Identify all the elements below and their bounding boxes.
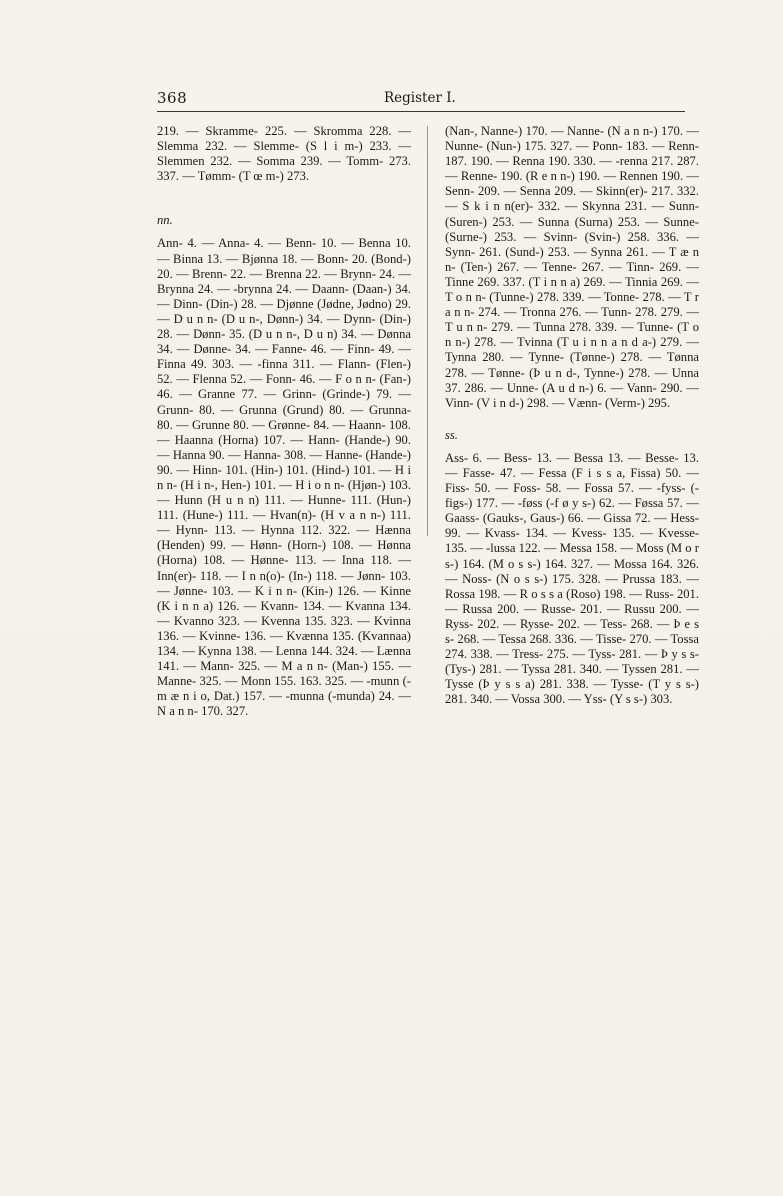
right-column xyxy=(445,124,699,707)
section-heading-nn: nn. xyxy=(157,213,173,228)
left-body-paragraph: Ann- 4. — Anna- 4. — Benn- 10. — Benna 10. — Binna 13. — Bjønna 18. — Bonn- 20. (Bond-) 20. — Brenn- 22. — Brenna 22. — Brynn- 24. — Brynna 24. — -brynna 24. — Daann- (Daan-) 34. — Dinn- (Din-) 28. — Djønne (Jødne, Jødno) 29. — D u n n- (D u n-, Dønn-) 34. — Dynn- (Din-) 28. — Dønn- 35. (D u n n-, D u n) 34. — Dønna 34. — Dønne- 34. — Fanne- 46. — Finn- 49. — Finna 49. 303. — -finna 311. — Flann- (Flen-) 52. — Flenna 52. — Fonn- 46. — F o n n- (Fan-) 46. — Granne 77. — Grinn- (Grinde-) 79. — Grunn- 80. — Grunna (Grund) 80. — Grunna- 80. — Grunne 80. — Grønne- 84. — Haann- 108. — Haanna (Horna) 107. — Hann- (Hande-) 90. — Hanna 90. — Hanna- 308. — Hanne- (Hande-) 90. — Hinn- 101. (Hin-) 101. (Hind-) 101. — H i n n- (H i n-, Hen-) 101. — H i o n n- (Hjøn-) 103. — Hunn (H u n n) 111. — Hunne- 111. (Hun-) 111. (Hune-) 111. — Hvan(n)- (H v a n n-) 111. — Hynn- 113. — Hynna 112. 322. — Hænna (Henden) 99. — Hønn- (Horn-) 108. — Hønna (Horna) 108. — Hønne- 113. — Inna 118. — Inn(er)- 118. — I n n(o)- (In-) 118. — Jønn- 103. — Jønne- 103. — K i n n- (Kin-) 126. — Kinne (K i n n a) 126. — Kvann- 134. — Kvanna 134. — Kvanno 323. — Kvenna 135. 323. — Kvinna 136. — Kvinne- 136. — Kvænna 135. (Kvannaa) 134. — Kynna 138. — Lenna 144. 324. — Lænna 141. — Mann- 325. — M a n n- (Man-) 155. — Manne- 325. — Monn 155. 163. 325. — -munn (-m æ n i o, Dat.) 157. — -munna (-munda) 24. — N a n n- 170. 327. xyxy=(157,236,411,719)
right-intro-paragraph: (Nan-, Nanne-) 170. — Nanne- (N a n n-) 170. — Nunne- (Nun-) 175. 327. — Ponn- 183. — Renn- 187. 190. — Renna 190. 330. — -renna 217. 287. — Renne- 190. (R e n n-) 190. — Rennen 190. — Senn- 209. — Senna 209. — Skinn(er)- 217. 332. — S k i n n(er)- 332. — Skynna 231. — Sunn- (Suren-) 253. — Sunna (Surna) 253. — Sunne- (Surne-) 253. — Svinn- (Svin-) 258. 336. — Synn- 261. (Sund-) 253. — Synna 261. — T æ n n- (Ten-) 267. — Tenne- 267. — Tinn- 269. — Tinne 269. 337. (T i n n a) 269. — Tinnia 269. — T o n n- (Tunne-) 278. 339. — Tonne- 278. — T r a n n- 274. — Tronna 276. — Tunn- 278. 279. — T u n n- 279. — Tunna 278. 339. — Tunne- (T o n n-) 278. — Tvinna (T u i n n a n d a-) 279. — Tynna 280. — Tynne- (Tønne-) 278. — Tønna 278. — Tønne- (Þ u n d-, Tynne-) 278. — Unna 37. 286. — Unne- (A u d n-) 6. — Vann- 290. — Vinn- (V i n d-) 298. — Vænn- (Verm-) 295. xyxy=(445,124,699,410)
left-column xyxy=(157,124,411,719)
page-number: 368 xyxy=(157,89,188,107)
running-title: Register I. xyxy=(384,90,456,106)
section-heading-ss: ss. xyxy=(445,427,458,442)
header-rule xyxy=(157,111,685,112)
page-header xyxy=(157,89,685,111)
right-body-paragraph: Ass- 6. — Bess- 13. — Bessa 13. — Besse- 13. — Fasse- 47. — Fessa (F i s s a, Fissa) 50. — Fiss- 50. — Foss- 58. — Fossa 57. — -fyss- (-figs-) 177. — -føss (-f ø y s-) 62. — Føssa 57. — Gaass- (Gauks-, Gaus-) 66. — Gissa 72. — Hess- 99. — Kvass- 134. — Kvess- 135. — Kvesse- 135. — -lussa 122. — Messa 158. — Moss (M o r s-) 164. (M o s s-) 164. 327. — Mossa 164. 326. — Noss- (N o s s-) 175. 328. — Prussa 183. — Rossa 198. — R o s s a (Roso) 198. — Russ- 201. — Russa 200. — Russe- 201. — Russu 200. — Ryss- 202. — Rysse- 202. — Tess- 268. — Þ e s s- 268. — Tessa 268. 336. — Tisse- 270. — Tossa 274. 338. — Tress- 275. — Tyss- 281. — Þ y s s- (Tys-) 281. — Tyssa 281. 340. — Tyssen 281. — Tysse (Þ y s s a) 281. 338. — Tysse- (T y s s-) 281. 340. — Vossa 300. — Yss- (Y s s-) 303. xyxy=(445,450,699,707)
column-divider xyxy=(427,126,428,536)
left-intro-paragraph: 219. — Skramme- 225. — Skromma 228. — Slemma 232. — Slemme- (S l i m-) 233. — Slemmen 232. — Somma 239. — Tomm- 273. 337. — Tømm- (T œ m-) 273. xyxy=(157,124,411,184)
